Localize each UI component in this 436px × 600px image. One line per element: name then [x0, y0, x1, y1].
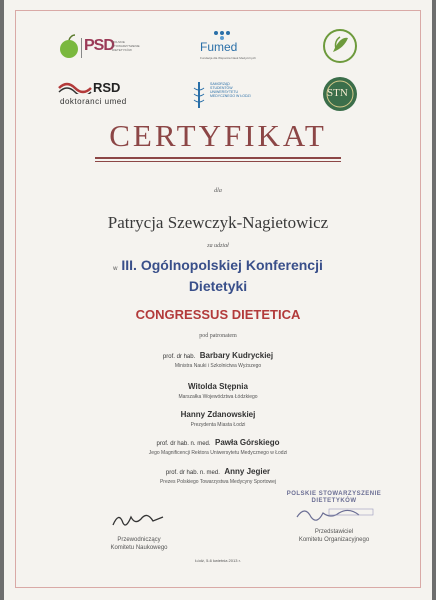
- signature-right: [259, 491, 409, 544]
- signature-right-role2: Komitetu Organizacyjnego: [298, 537, 370, 543]
- psd-logo-text: PSD: [84, 37, 114, 54]
- signature-left-role2: Komitetu Naukowego: [110, 545, 168, 551]
- recipient-name: Patrycja Szewczyk-Nagietowicz: [107, 213, 329, 232]
- patron-2: [4, 376, 432, 400]
- patron-4: [4, 432, 432, 456]
- conference-title: [4, 257, 432, 295]
- patronage-text: pod patronatem: [199, 333, 237, 339]
- fumed-logo-subtitle: Fundacja dla Wsparcia Nauk Medycznych: [200, 56, 256, 60]
- za-udzial-text: za udział: [207, 243, 229, 249]
- w-text: w: [113, 266, 118, 272]
- certificate-title: CERTYFIKAT: [109, 118, 327, 153]
- event-date: Łódź, 5-6 kwietnia 2013 r.: [195, 558, 241, 563]
- green-emblem-logo: [322, 28, 358, 64]
- student-council-logo-text: SAMORZĄD STUDENTÓW UNIWERSYTETU MEDYCZNEGO W ŁODZI: [210, 82, 251, 98]
- handwritten-signature: [109, 511, 169, 531]
- patron-role: Prezes Polskiego Towarzystwa Medycyny Sportowej: [159, 479, 277, 485]
- patron-name: Hanny Zdanowskiej: [180, 410, 256, 419]
- stamp-line1: POLSKIE STOWARZYSZENIE: [286, 491, 382, 497]
- patron-1: [4, 345, 432, 369]
- dla-text: dla: [214, 188, 222, 194]
- caduceus-icon: [192, 80, 206, 110]
- rsd-logo: [57, 80, 147, 110]
- fumed-logo: [186, 29, 266, 65]
- certificate-page: [4, 0, 432, 600]
- patron-prefix: prof. dr hab.: [162, 354, 196, 360]
- patron-name: Pawła Górskiego: [215, 438, 280, 447]
- rsd-wave-icon: [57, 80, 97, 94]
- patron-prefix: prof. dr hab. n. med.: [156, 441, 211, 447]
- handwritten-signature: [289, 505, 379, 523]
- patron-name: Anny Jegier: [224, 467, 271, 476]
- patron-role: Ministra Nauki i Szkolnictwa Wyższego: [174, 363, 262, 369]
- patron-role: Marszałka Województwa Łódzkiego: [178, 394, 258, 400]
- title-rule-thin: [95, 161, 341, 162]
- patron-3: [4, 404, 432, 428]
- conference-line2: Dietetyki: [188, 278, 248, 294]
- patron-role: Jego Magnificencji Rektora Uniwersytetu Medycznego w Łodzi: [148, 450, 288, 456]
- signature-left: [69, 511, 209, 552]
- stn-logo: [322, 76, 358, 112]
- rsd-logo-subtitle: doktoranci umed: [60, 97, 127, 106]
- congress-name: CONGRESSUS DIETETICA: [135, 307, 301, 322]
- psd-logo: [59, 34, 139, 60]
- signature-right-role1: Przedstawiciel: [314, 529, 354, 535]
- conference-line1: III. Ogólnopolskiej Konferencji: [121, 257, 323, 273]
- title-rule: [95, 157, 341, 159]
- signature-left-role1: Przewodniczący: [117, 537, 161, 543]
- leaf-emblem-icon: [322, 28, 358, 64]
- patron-5: [4, 461, 432, 485]
- psd-logo-subtitle: POLSKIE STOWARZYSZENIE DIETETYKÓW: [112, 40, 140, 52]
- fumed-logo-text: Fumed: [200, 40, 238, 54]
- patron-role: Prezydenta Miasta Łodzi: [190, 422, 246, 428]
- stamp-line2: DIETETYKÓW: [311, 498, 357, 504]
- patron-name: Witolda Stępnia: [188, 382, 248, 391]
- student-council-logo: [192, 80, 272, 110]
- patron-prefix: prof. dr hab. n. med.: [165, 470, 220, 476]
- patron-name: Barbary Kudryckiej: [199, 351, 274, 360]
- stn-logo-text: STN: [327, 87, 348, 99]
- rsd-logo-text: RSD: [93, 80, 121, 95]
